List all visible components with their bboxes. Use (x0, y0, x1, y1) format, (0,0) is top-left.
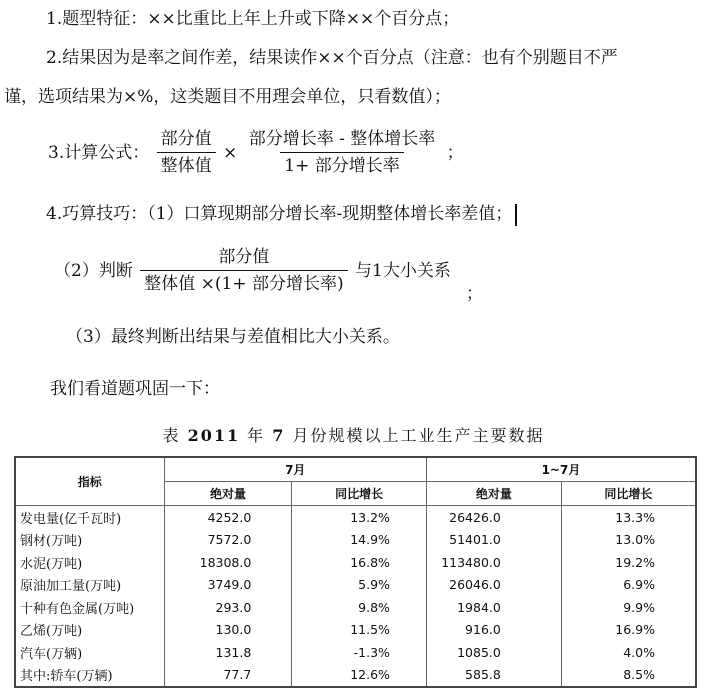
tips-2-suffix: 与1大小关系 (355, 260, 451, 281)
industrial-data-table (14, 456, 697, 688)
fraction-denominator: 1+ 部分增长率 (280, 152, 403, 177)
july-growth-cell: 5.9% (292, 574, 427, 597)
cum-growth-cell: 13.0% (561, 529, 696, 552)
title-part: 表 (162, 426, 188, 445)
cum-absolute-cell: 26426.0 (426, 506, 561, 529)
fraction-judge (140, 246, 347, 295)
july-absolute-cell: 4252.0 (164, 506, 292, 529)
fraction-part-over-whole (157, 128, 216, 177)
cum-absolute-cell: 1984.0 (426, 596, 561, 619)
row-label: 发电量(亿千瓦时) (15, 506, 164, 529)
fraction-denominator: 整体值 (157, 152, 216, 177)
line-tips-2 (52, 246, 453, 295)
fraction-denominator: 整体值 ×(1+ 部分增长率) (140, 270, 347, 295)
july-growth-cell: 9.8% (292, 596, 427, 619)
july-growth-cell: 12.6% (292, 664, 427, 688)
cum-growth-cell: 9.9% (561, 596, 696, 619)
fraction-numerator: 部分增长率 - 整体增长率 (248, 129, 436, 149)
title-part: 月份规模以上工业生产主要数据 (285, 426, 545, 445)
row-label: 乙烯(万吨) (15, 619, 164, 642)
formula-prefix: 3.计算公式： (48, 142, 150, 163)
cum-absolute-cell: 916.0 (426, 619, 561, 642)
table-title (0, 423, 707, 446)
row-label: 十种有色金属(万吨) (15, 596, 164, 619)
cum-growth-cell: 13.3% (561, 506, 696, 529)
cum-absolute-cell: 1085.0 (426, 641, 561, 664)
line-tips-3: （3）最终判断出结果与差值相比大小关系。 (66, 327, 400, 347)
july-growth-cell: 11.5% (292, 619, 427, 642)
july-growth-cell: -1.3% (292, 641, 427, 664)
title-year: 2011 (187, 426, 241, 445)
july-growth-cell: 14.9% (292, 529, 427, 552)
cum-absolute-cell: 26046.0 (426, 574, 561, 597)
text-cursor (515, 204, 517, 226)
line-3-result-note-cont: 谨，选项结果为×%，这类题目不用理会单位，只看数值）； (4, 87, 451, 107)
table-row (15, 596, 696, 619)
fraction-numerator: 部分值 (218, 247, 270, 267)
cum-growth-cell: 6.9% (561, 574, 696, 597)
row-label: 水泥(万吨) (15, 551, 164, 574)
line-example-intro: 我们看道题巩固一下： (50, 379, 220, 399)
row-label: 原油加工量(万吨) (15, 574, 164, 597)
subheader-cum-growth: 同比增长 (561, 482, 696, 506)
table-row (15, 619, 696, 642)
header-indicator: 指标 (15, 457, 164, 506)
times-sign: × (223, 142, 238, 163)
header-july: 7月 (164, 457, 426, 482)
cum-absolute-cell: 113480.0 (426, 551, 561, 574)
subheader-july-absolute: 绝对量 (164, 482, 292, 506)
cum-growth-cell: 16.9% (561, 619, 696, 642)
line-tips-1 (46, 203, 517, 226)
july-absolute-cell: 130.0 (164, 619, 292, 642)
tips-text: 4.巧算技巧：（1）口算现期部分增长率-现期整体增长率差值； (46, 204, 513, 224)
title-month: 7 (272, 426, 286, 445)
july-growth-cell: 13.2% (292, 506, 427, 529)
row-label: 钢材(万吨) (15, 529, 164, 552)
table-row (15, 506, 696, 529)
table-row (15, 574, 696, 597)
fraction-growth-difference (245, 128, 440, 177)
formula-suffix: ； (446, 142, 464, 163)
table-row (15, 664, 696, 688)
july-absolute-cell: 18308.0 (164, 551, 292, 574)
cum-absolute-cell: 585.8 (426, 664, 561, 688)
row-label: 其中:轿车(万辆) (15, 664, 164, 688)
tips-2-prefix: （2）判断 (54, 260, 133, 281)
cum-absolute-cell: 51401.0 (426, 529, 561, 552)
july-absolute-cell: 3749.0 (164, 574, 292, 597)
formula-line (46, 128, 466, 177)
title-part: 年 (240, 426, 273, 445)
table-row (15, 641, 696, 664)
july-absolute-cell: 7572.0 (164, 529, 292, 552)
cum-growth-cell: 19.2% (561, 551, 696, 574)
header-jan-july: 1~7月 (426, 457, 696, 482)
subheader-july-growth: 同比增长 (292, 482, 427, 506)
july-absolute-cell: 131.8 (164, 641, 292, 664)
subheader-cum-absolute: 绝对量 (426, 482, 561, 506)
july-absolute-cell: 77.7 (164, 664, 292, 688)
table-row (15, 551, 696, 574)
line-1-question-feature: 1.题型特征：××比重比上年上升或下降××个百分点； (46, 9, 460, 29)
july-absolute-cell: 293.0 (164, 596, 292, 619)
line-2-result-note: 2.结果因为是率之间作差，结果读作××个百分点（注意：也有个别题目不严 (46, 48, 618, 68)
row-label: 汽车(万辆) (15, 641, 164, 664)
table-row (15, 529, 696, 552)
cum-growth-cell: 4.0% (561, 641, 696, 664)
cum-growth-cell: 8.5% (561, 664, 696, 688)
july-growth-cell: 16.8% (292, 551, 427, 574)
tips-2-semicolon: ； (466, 284, 483, 304)
fraction-numerator: 部分值 (160, 129, 212, 149)
